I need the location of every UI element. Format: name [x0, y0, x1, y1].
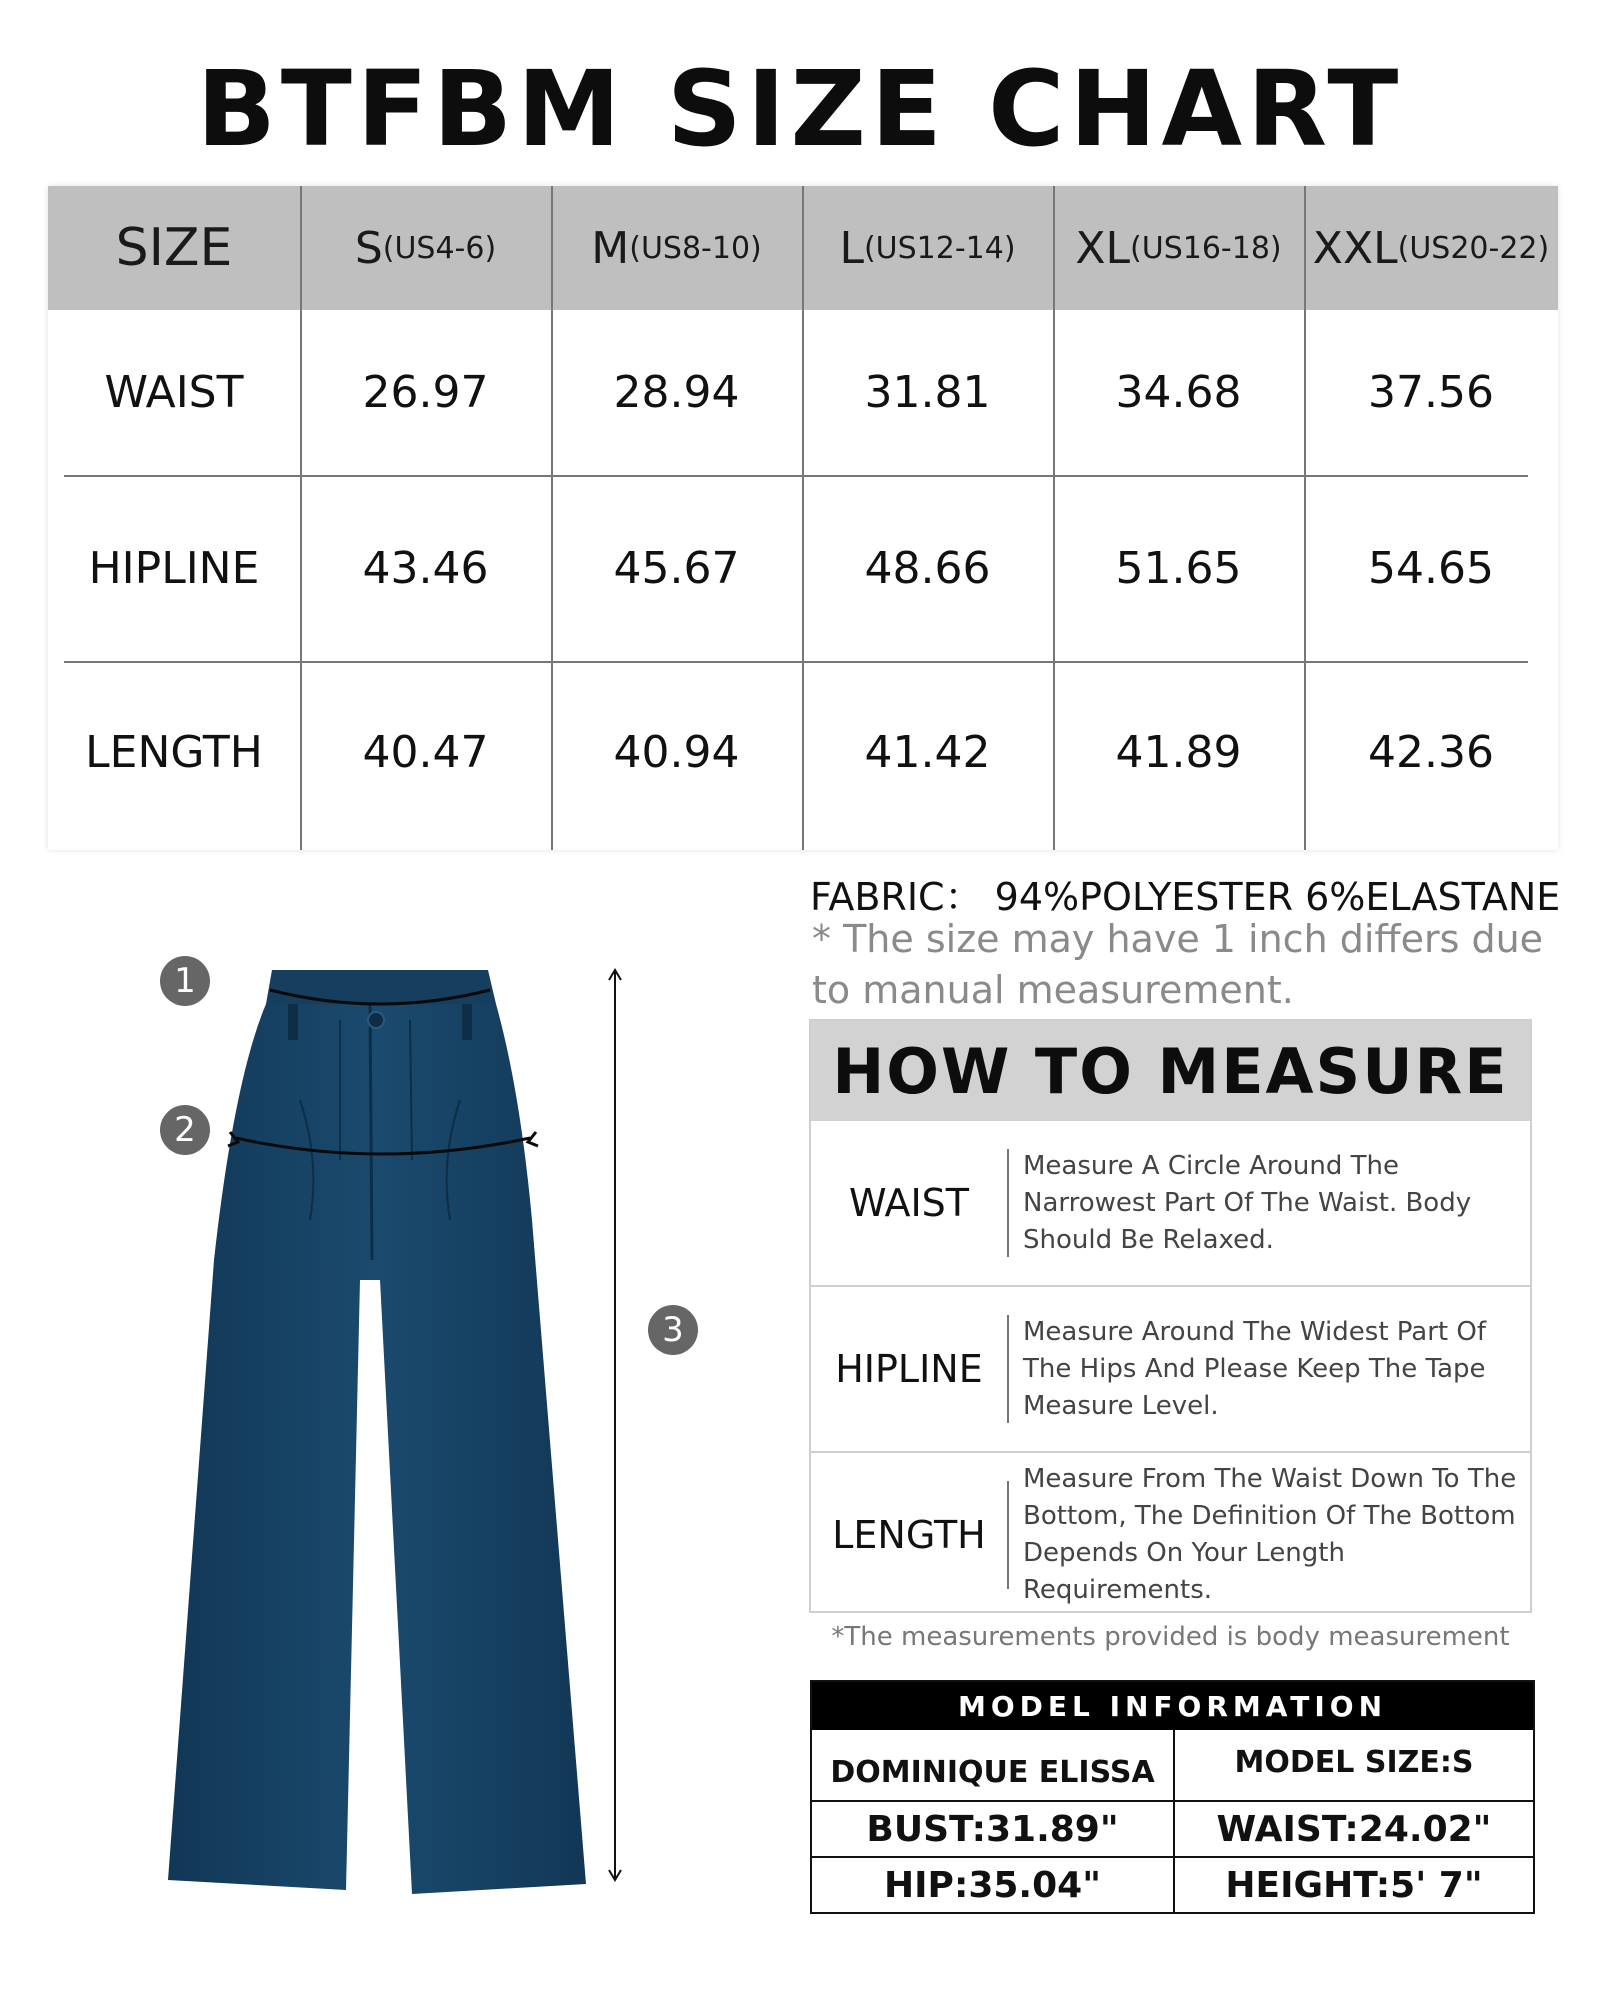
table-divider	[1053, 186, 1055, 850]
table-divider	[802, 186, 804, 850]
table-cell: 37.56	[1368, 366, 1494, 418]
body-measurement-note: *The measurements provided is body measurement	[831, 1622, 1510, 1652]
table-cell: 41.42	[864, 726, 991, 778]
model-size: MODEL SIZE:S	[1234, 1744, 1474, 1780]
row-label-waist: WAIST	[104, 366, 244, 418]
center-seam	[370, 1004, 372, 1260]
size-name: XL	[1075, 222, 1131, 274]
table-divider	[64, 475, 1528, 477]
size-column-m	[551, 186, 802, 310]
button	[368, 1012, 384, 1028]
waistband	[266, 970, 496, 1004]
size-us-range: (US4-6)	[382, 230, 497, 266]
pants-body	[168, 1004, 586, 1894]
table-cell: 51.65	[1115, 542, 1242, 594]
size-note: * The size may have 1 inch differs due to manual measurement.	[812, 917, 1544, 1012]
size-name: S	[354, 222, 383, 274]
measure-row-length	[811, 1453, 1530, 1617]
measure-description: Measure From The Waist Down To The Bottom, The Definition Of The Bottom Depends On Your Length Requirements.	[1023, 1464, 1517, 1605]
size-us-range: (US20-22)	[1397, 230, 1550, 266]
how-to-measure-title: HOW TO MEASURE	[811, 1021, 1530, 1121]
model-info-table	[810, 1680, 1535, 1914]
how-to-measure-panel	[809, 1019, 1532, 1613]
size-name: L	[839, 222, 864, 274]
row-label-hipline: HIPLINE	[88, 542, 260, 594]
page-title: BTFBM SIZE CHART	[196, 48, 1404, 170]
belt-loop	[288, 1004, 298, 1040]
measure-label: LENGTH	[832, 1513, 986, 1557]
model-height: HEIGHT:5' 7"	[1225, 1864, 1483, 1906]
model-bust: BUST:31.89"	[866, 1808, 1119, 1850]
model-hip: HIP:35.04"	[884, 1864, 1101, 1906]
size-us-range: (US16-18)	[1130, 230, 1282, 266]
pants-illustration	[150, 960, 630, 1900]
row-label-length: LENGTH	[85, 726, 263, 778]
table-cell: 54.65	[1368, 542, 1494, 594]
measure-separator	[1007, 1315, 1009, 1423]
length-measure-line	[600, 966, 630, 1886]
size-name: M	[591, 222, 630, 274]
marker-2: 2	[160, 1105, 210, 1155]
measure-description: Measure Around The Widest Part Of The Hips And Please Keep The Tape Measure Level.	[1023, 1316, 1486, 1421]
size-column-l	[802, 186, 1053, 310]
arrow-head	[528, 1132, 538, 1146]
measure-label: HIPLINE	[835, 1347, 983, 1391]
table-divider	[1304, 186, 1306, 850]
size-column-s	[300, 186, 551, 310]
marker-1: 1	[160, 956, 210, 1006]
table-cell: 42.36	[1368, 726, 1494, 778]
model-name: DOMINIQUE ELISSA	[830, 1754, 1155, 1790]
model-info-title: MODEL INFORMATION	[812, 1682, 1533, 1730]
size-column-xl	[1053, 186, 1304, 310]
table-cell: 40.47	[362, 726, 489, 778]
measure-label: WAIST	[848, 1181, 970, 1225]
fabric-info: FABRIC： 94%POLYESTER 6%ELASTANE	[810, 875, 1561, 919]
size-us-range: (US12-14)	[863, 230, 1016, 266]
measure-row-hipline	[811, 1287, 1530, 1451]
size-table	[48, 186, 1558, 850]
table-cell: 45.67	[613, 542, 740, 594]
table-divider	[551, 186, 553, 850]
size-column-xxl	[1304, 186, 1558, 310]
size-header-label: SIZE	[115, 218, 233, 278]
size-name: XXL	[1312, 222, 1398, 274]
model-waist: WAIST:24.02"	[1216, 1808, 1492, 1850]
measure-separator	[1007, 1149, 1009, 1257]
table-cell: 28.94	[613, 366, 740, 418]
belt-loop	[462, 1004, 472, 1040]
table-cell: 26.97	[362, 366, 489, 418]
table-cell: 48.66	[864, 542, 991, 594]
table-cell: 31.81	[864, 366, 991, 418]
size-us-range: (US8-10)	[629, 230, 762, 266]
measure-separator	[1007, 1481, 1009, 1589]
marker-3: 3	[648, 1305, 698, 1355]
measure-row-waist	[811, 1121, 1530, 1285]
table-divider	[64, 661, 1528, 663]
table-cell: 41.89	[1115, 726, 1242, 778]
table-cell: 34.68	[1115, 366, 1242, 418]
measure-description: Measure A Circle Around The Narrowest Part Of The Waist. Body Should Be Relaxed.	[1023, 1150, 1472, 1255]
table-divider	[300, 186, 302, 850]
table-cell: 40.94	[613, 726, 740, 778]
table-cell: 43.46	[362, 542, 489, 594]
